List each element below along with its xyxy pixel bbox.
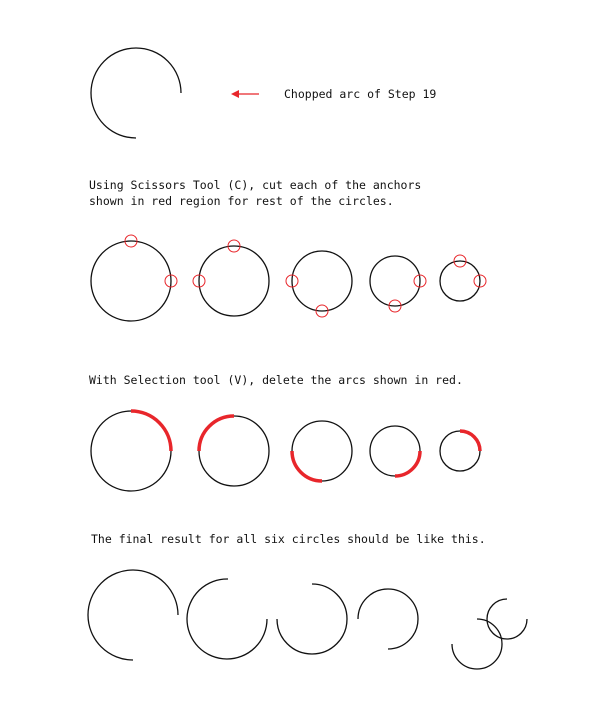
delete-arc (292, 451, 322, 481)
circle-1 (91, 241, 171, 321)
scissors-instruction-line-1: Using Scissors Tool (C), cut each of the anchors (89, 178, 422, 192)
step19-caption: Chopped arc of Step 19 (284, 87, 437, 101)
delete-arc (460, 431, 480, 451)
delete-arc (131, 411, 171, 451)
scissors-instruction (89, 177, 421, 209)
scissors-row (91, 235, 486, 321)
selection-row (91, 411, 480, 491)
final-arc-6 (487, 599, 527, 639)
circle-2 (199, 246, 269, 316)
step19-row (91, 48, 259, 138)
left-arrow-icon (231, 90, 259, 98)
final-arc-2 (187, 579, 267, 659)
scissors-instruction-line-2: shown in red region for rest of the circles. (89, 194, 394, 208)
chopped-arc (91, 48, 181, 138)
final-arc-3 (277, 584, 347, 654)
final-row (88, 570, 527, 669)
delete-arc (199, 416, 234, 451)
final-arc-5 (452, 619, 502, 669)
delete-arc (395, 451, 420, 476)
selection-instruction: With Selection tool (V), delete the arcs shown in red. (89, 373, 463, 387)
final-arc-4 (358, 589, 418, 649)
final-arc-1 (88, 570, 178, 660)
circle-3 (292, 251, 352, 311)
final-result-caption: The final result for all six circles should be like this. (91, 532, 486, 546)
circle-4 (370, 256, 420, 306)
